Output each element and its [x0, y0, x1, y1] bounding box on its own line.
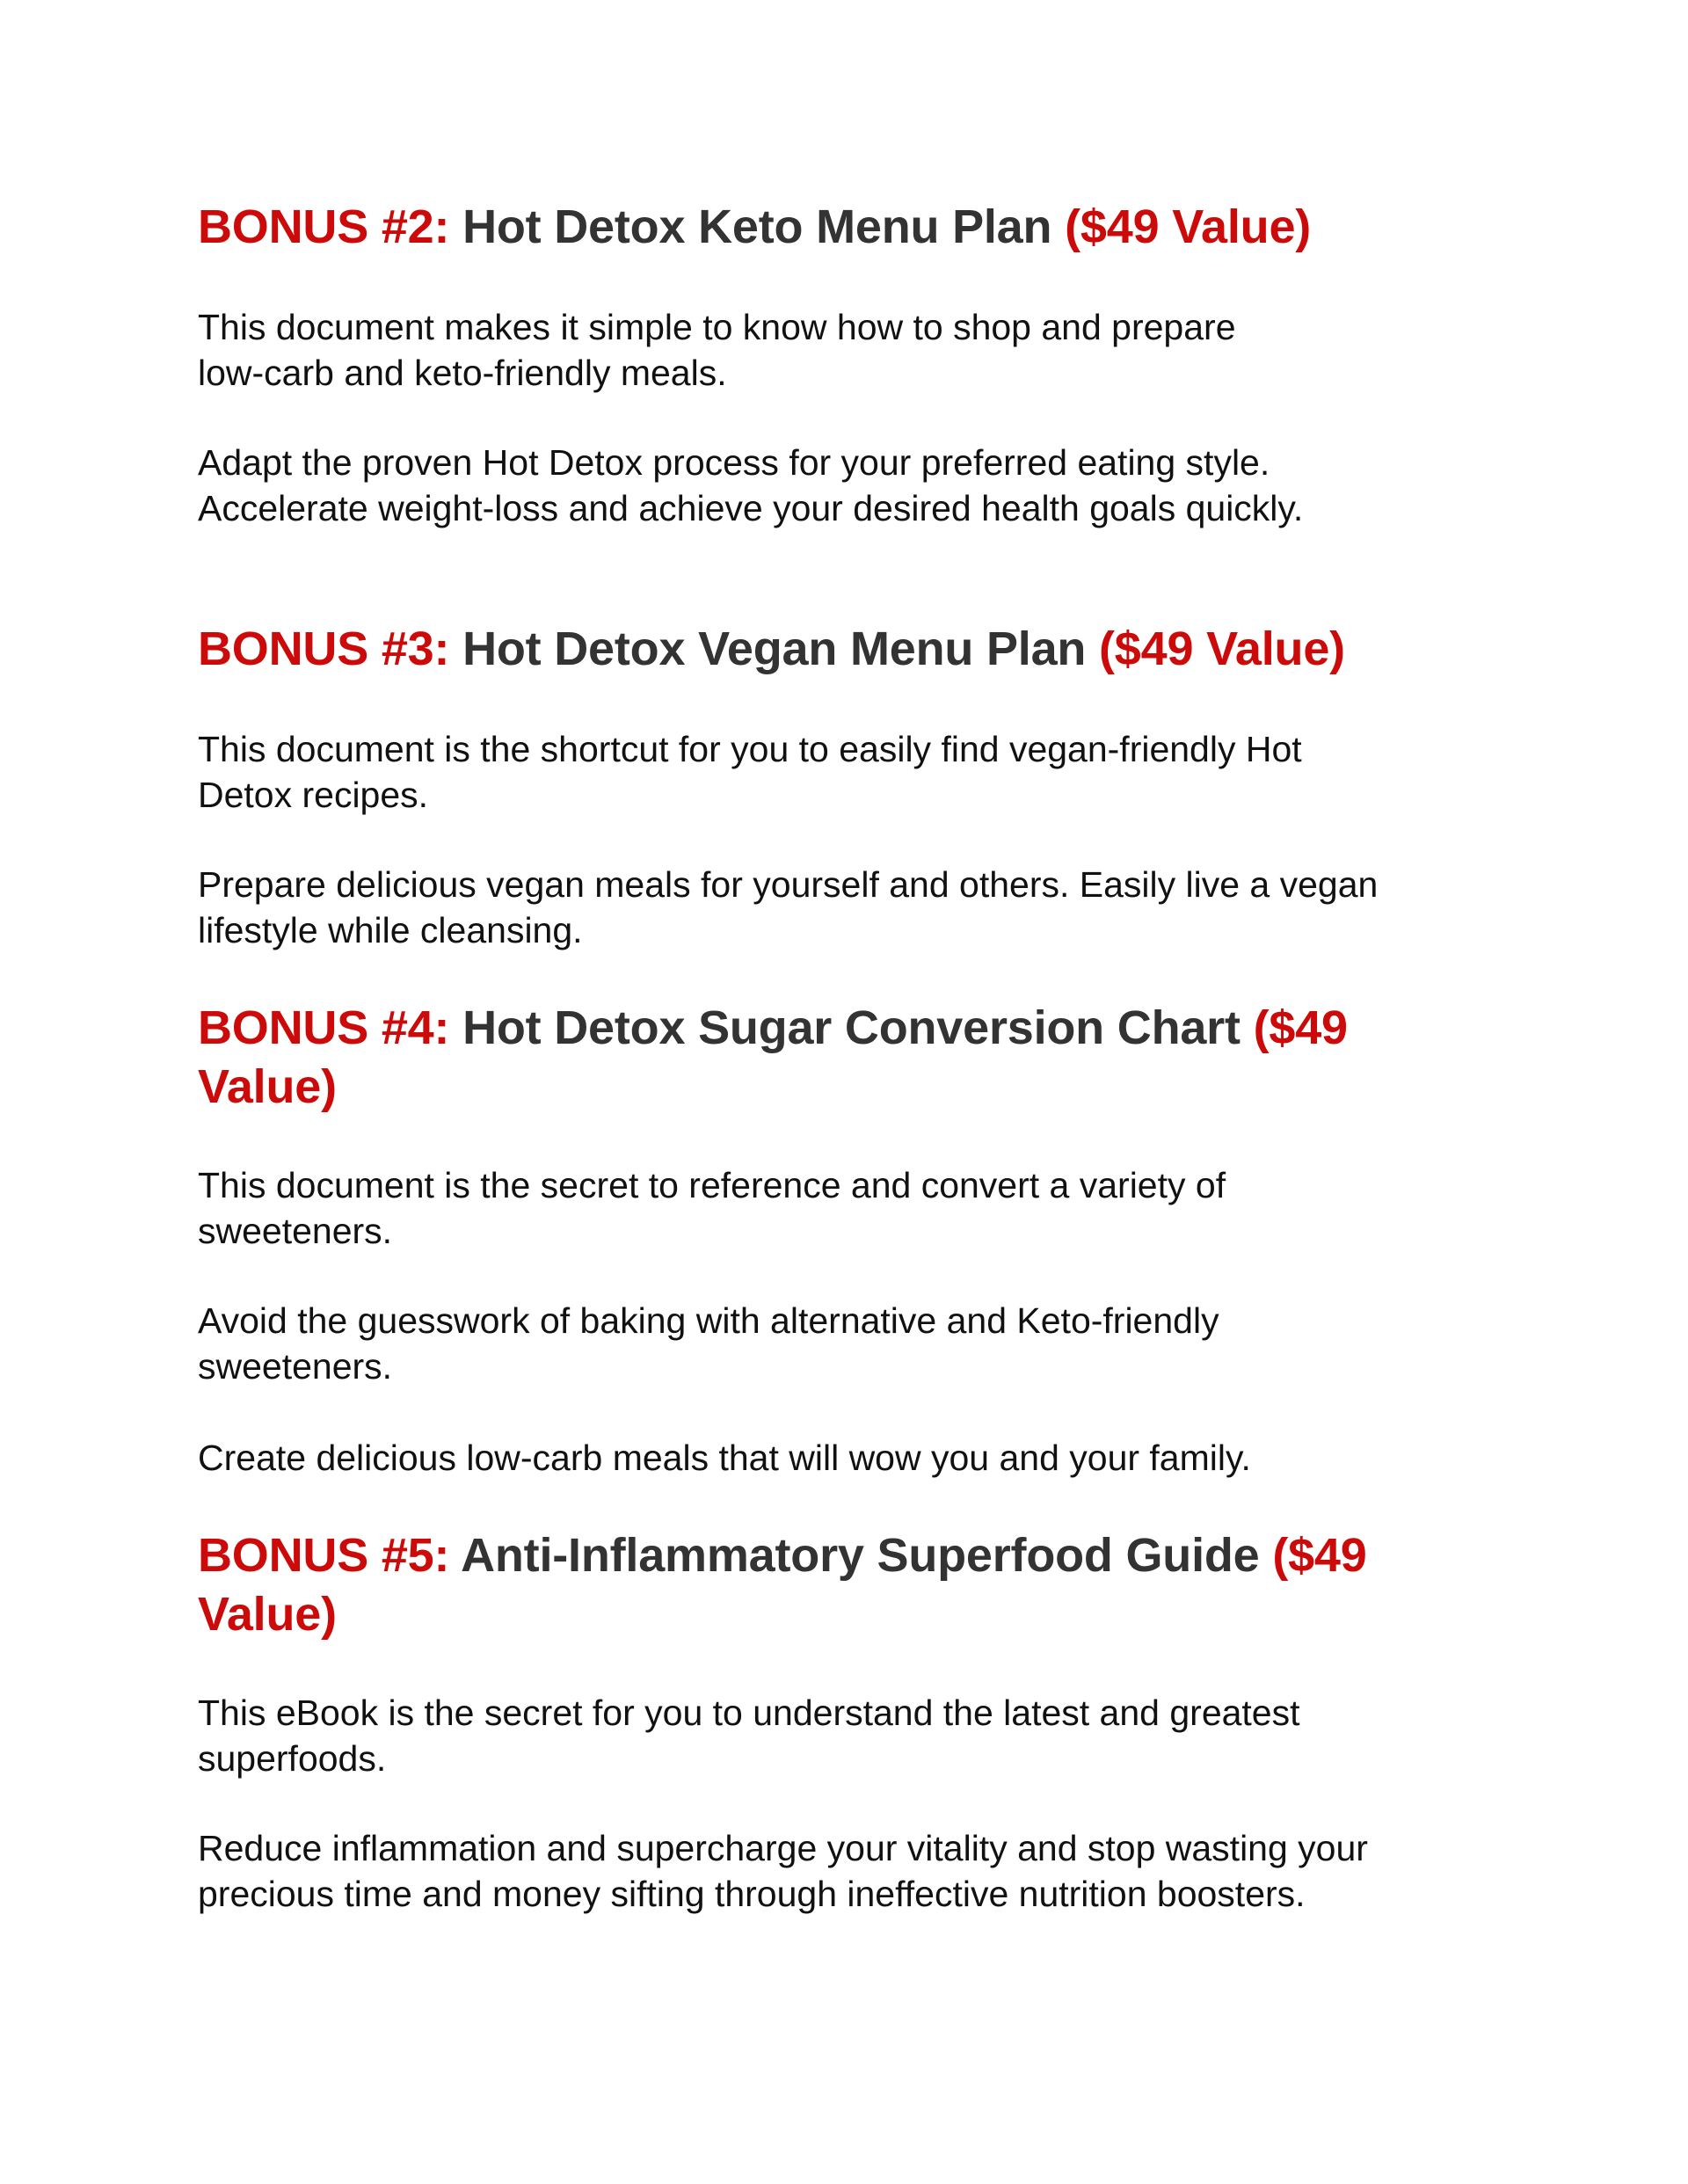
bonus-2-value: ($49 Value) [1065, 200, 1312, 253]
bonus-4-paragraph-3: Create delicious low-carb meals that will wow you and your family. [198, 1438, 1251, 1478]
bonus-5-number: BONUS #5: [198, 1529, 450, 1582]
bonus-5-value: ($49 Value) [198, 1529, 1367, 1641]
bonus-5-paragraph-2: Reduce inflammation and supercharge your vitality and stop wasting your precious time and money sifting through ineffective nutrition boosters. [198, 1828, 1368, 1914]
bonus-5-title: Anti-Inflammatory Superfood Guide [461, 1529, 1260, 1582]
bonus-3-value: ($49 Value) [1099, 622, 1345, 675]
bonus-2-number: BONUS #2: [198, 200, 450, 253]
bonus-3-number: BONUS #3: [198, 622, 450, 675]
bonus-4-number: BONUS #4: [198, 1001, 450, 1054]
bonus-4-title: Hot Detox Sugar Conversion Chart [462, 1001, 1241, 1054]
bonus-4-paragraph-2: Avoid the guesswork of baking with alternative and Keto-friendly sweeteners. [198, 1300, 1219, 1387]
bonus-3-heading [198, 620, 1481, 679]
bonus-2-paragraph-2: Adapt the proven Hot Detox process for your preferred eating style. Accelerate weight-loss and achieve your desired health goals quickly. [198, 442, 1304, 528]
bonus-4-heading [198, 999, 1446, 1117]
bonus-3-paragraph-1: This document is the shortcut for you to easily find vegan-friendly Hot Detox recipes. [198, 729, 1302, 815]
bonus-5-heading [198, 1526, 1464, 1644]
bonus-4-value: ($49 Value) [198, 1001, 1348, 1113]
bonus-4-paragraph-1: This document is the secret to reference and convert a variety of sweeteners. [198, 1165, 1226, 1251]
bonus-2-heading [198, 198, 1481, 257]
bonus-3-title: Hot Detox Vegan Menu Plan [462, 622, 1087, 675]
bonus-2-title: Hot Detox Keto Menu Plan [462, 200, 1052, 253]
bonus-3-paragraph-2: Prepare delicious vegan meals for yourself and others. Easily live a vegan lifestyle while cleansing. [198, 864, 1379, 950]
bonus-5-paragraph-1: This eBook is the secret for you to understand the latest and greatest superfoods. [198, 1693, 1300, 1779]
bonus-2-paragraph-1: This document makes it simple to know how to shop and prepare low-carb and keto-friendly meals. [198, 307, 1236, 393]
